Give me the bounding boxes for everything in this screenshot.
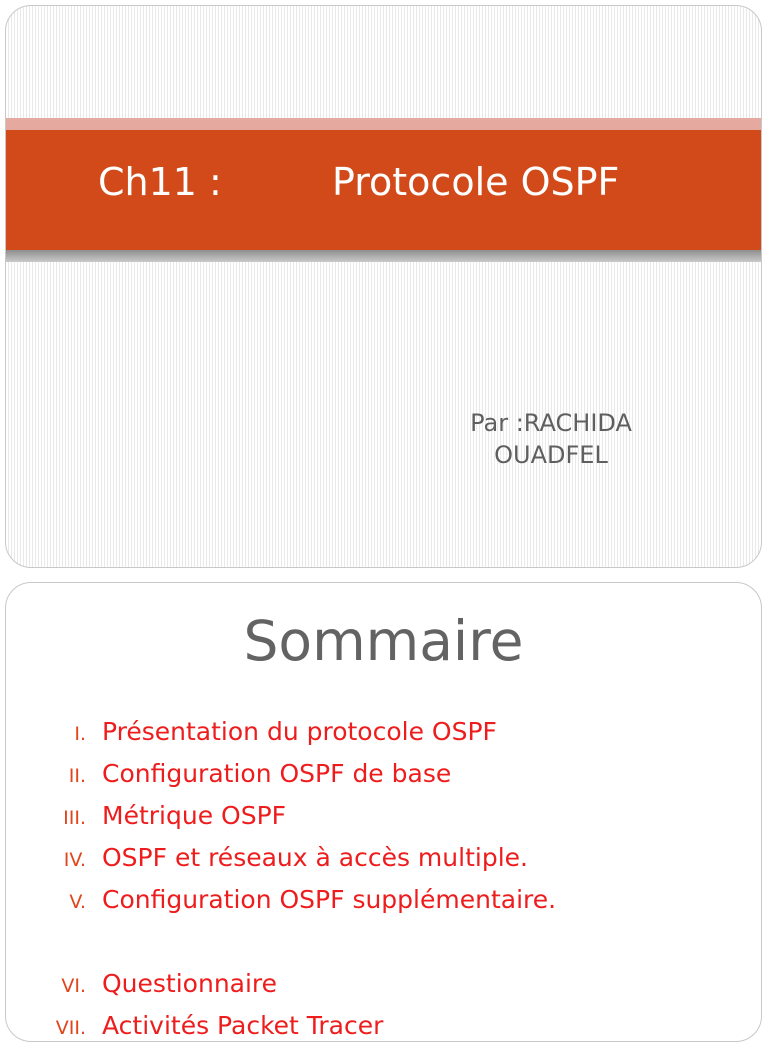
summary-slide [5, 582, 762, 1042]
chapter-label: Ch11 : [98, 160, 222, 204]
summary-heading: Sommaire [243, 609, 524, 673]
author-line-2: OUADFEL [494, 441, 608, 469]
title-slide [5, 5, 762, 568]
author-line-1: Par :RACHIDA [470, 409, 632, 437]
list-item-number: II. [68, 765, 86, 787]
author [446, 407, 656, 471]
list-item-number: III. [63, 807, 86, 829]
title-band-shadow [6, 250, 761, 262]
list-item-text: Configuration OSPF de base [102, 759, 452, 788]
list-item-number: V. [69, 891, 86, 913]
title-band-highlight [6, 118, 761, 130]
list-item [6, 799, 761, 841]
list-item-text: OSPF et réseaux à accès multiple. [102, 843, 528, 872]
list-item [6, 841, 761, 883]
list-item [6, 967, 761, 1009]
list-item-text: Questionnaire [102, 969, 278, 998]
list-item-number: VI. [61, 975, 86, 997]
list-item [6, 883, 761, 925]
summary-list [6, 715, 761, 1042]
list-item-text: Présentation du protocole OSPF [102, 717, 497, 746]
list-item-text: Activités Packet Tracer [102, 1011, 384, 1040]
list-item-number: IV. [63, 849, 86, 871]
list-item [6, 1009, 761, 1042]
list-item-number: VII. [55, 1017, 86, 1039]
slide-title: Protocole OSPF [332, 160, 620, 204]
list-item-text: Configuration OSPF supplémentaire. [102, 885, 557, 914]
list-item [6, 757, 761, 799]
list-item [6, 715, 761, 757]
list-item-number: I. [74, 723, 86, 745]
list-item-text: Métrique OSPF [102, 801, 287, 830]
